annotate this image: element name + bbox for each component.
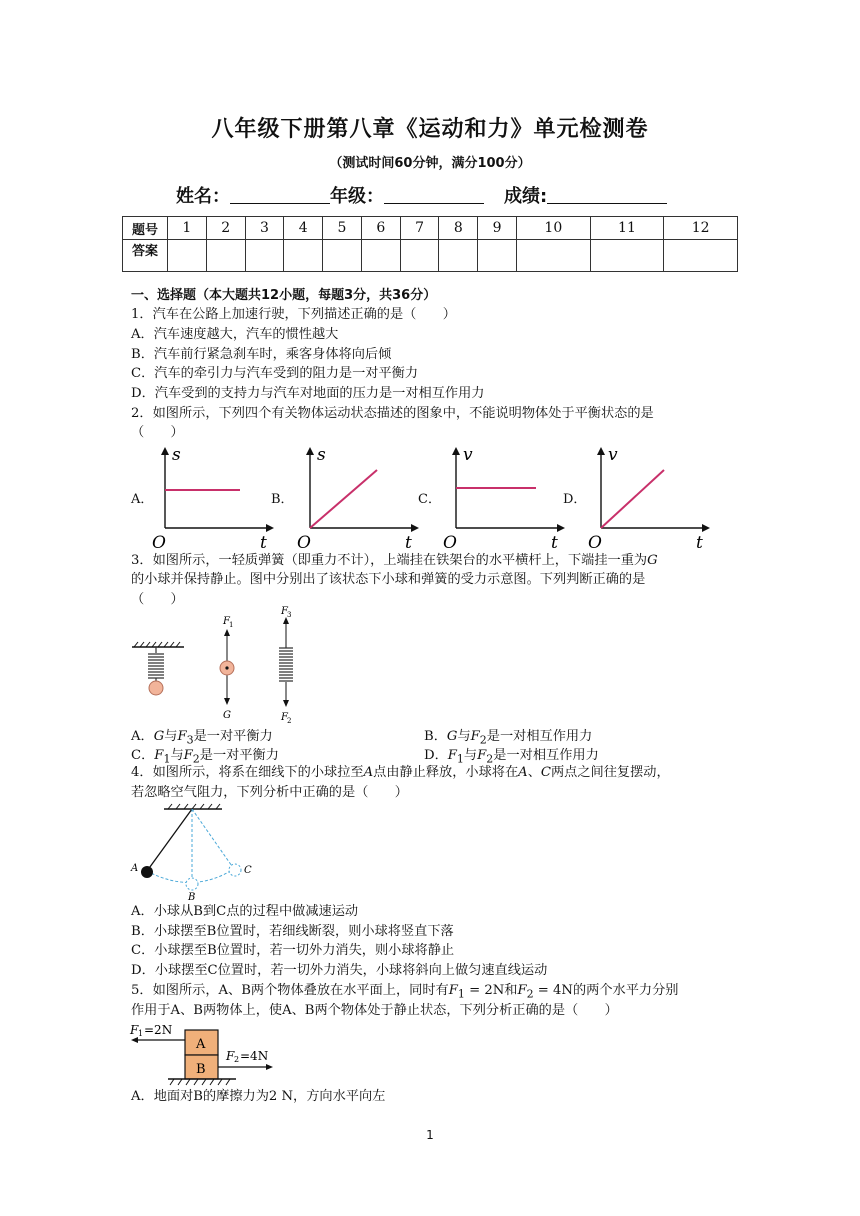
origin-label: O	[443, 533, 457, 553]
answer-header: 答案	[123, 240, 168, 272]
q2-graph-a	[150, 444, 280, 553]
q3-stem-line2: 的小球并保持静止。图中分别出了该状态下小球和弹簧的受力示意图。下列判断正确的是	[131, 572, 646, 587]
ball-icon	[141, 866, 153, 878]
q3-stem-line3: （ ）	[131, 592, 184, 607]
answer-cell[interactable]	[590, 240, 664, 272]
svg-text:B: B	[188, 892, 196, 903]
svg-text:3: 3	[287, 611, 292, 619]
graph-line	[310, 470, 377, 528]
ball-icon	[149, 681, 163, 695]
q3-option-c: C．$F_1$与$F_2$是一对平衡力	[131, 748, 279, 766]
answer-table	[122, 216, 738, 272]
svg-text:F: F	[130, 1023, 139, 1037]
page-number: 1	[426, 1128, 434, 1142]
q1-option-c: C．汽车的牵引力与汽车受到的阻力是一对平衡力	[131, 366, 419, 381]
svg-text:=4N: =4N	[240, 1049, 269, 1063]
page-title: 八年级下册第八章《运动和力》单元检测卷	[211, 117, 649, 142]
svg-text:F: F	[223, 616, 230, 627]
x-axis-label: t	[405, 533, 412, 553]
question-number: 12	[664, 217, 738, 240]
origin-label: O	[152, 533, 166, 553]
q2-graph-c-label: C．	[418, 492, 441, 507]
x-axis-label: t	[551, 533, 558, 553]
q5-stem-line1: 5．如图所示，A、B两个物体叠放在水平面上，同时有$F_1 = 2N$和$F_2 = 4N$的两个水平力分别	[131, 983, 679, 1001]
question-number: 6	[361, 217, 400, 240]
svg-text:G: G	[223, 710, 231, 721]
q1-stem: 1．汽车在公路上加速行驶，下列描述正确的是（ ）	[131, 307, 456, 322]
svg-text:A: A	[131, 863, 139, 874]
answer-cell[interactable]	[664, 240, 738, 272]
q2-stem-paren: （ ）	[131, 425, 184, 440]
answer-cell[interactable]	[439, 240, 478, 272]
question-number: 1	[168, 217, 207, 240]
x-axis-label: t	[260, 533, 267, 553]
q4-option-d: D．小球摆至C位置时，若一切外力消失，小球将斜向上做匀速直线运动	[131, 963, 548, 978]
q4-stem-line1: 4．如图所示，将系在细线下的小球拉至A点由静止释放，小球将在A、C两点之间往复摆动，	[131, 765, 670, 780]
y-axis-label: v	[608, 445, 618, 465]
svg-text:C: C	[244, 865, 252, 876]
question-number: 8	[439, 217, 478, 240]
answer-cell[interactable]	[400, 240, 439, 272]
name-blank	[230, 185, 330, 204]
question-number: 7	[400, 217, 439, 240]
y-axis-label: s	[317, 445, 326, 465]
q3-option-d: D．$F_1$与$F_2$是一对相互作用力	[424, 748, 599, 766]
name-label: 姓名：	[176, 186, 230, 207]
q2-graph-d-label: D．	[563, 492, 587, 507]
q2-graph-b-label: B．	[271, 492, 294, 507]
svg-text:1: 1	[229, 621, 234, 629]
q1-option-d: D．汽车受到的支持力与汽车对地面的压力是一对相互作用力	[131, 386, 485, 401]
svg-text:F: F	[281, 606, 288, 617]
grade-label: 年级：	[330, 186, 384, 207]
svg-text:1: 1	[138, 1029, 144, 1038]
origin-label: O	[588, 533, 602, 553]
q4-pendulum-figure	[128, 803, 268, 903]
q4-option-b: B．小球摆至B位置时，若细线断裂，则小球将竖直下落	[131, 924, 454, 939]
student-info-line	[176, 182, 667, 208]
score-blank	[547, 185, 667, 204]
page-subtitle: （测试时间60分钟，满分100分）	[329, 156, 531, 171]
q5-block-figure	[128, 1020, 288, 1088]
q2-graph-c	[441, 444, 571, 553]
q3-stem-line1: 3．如图所示，一轻质弹簧（即重力不计），上端挂在铁架台的水平横杆上，下端挂一重为G	[131, 553, 658, 568]
answer-cell[interactable]	[245, 240, 284, 272]
answer-cell[interactable]	[168, 240, 207, 272]
graph-line	[601, 470, 664, 528]
origin-label: O	[297, 533, 311, 553]
svg-text:A: A	[196, 1037, 206, 1052]
spring-icon	[148, 647, 164, 682]
q2-graph-a-label: A．	[131, 492, 154, 507]
svg-text:F: F	[281, 712, 288, 723]
q1-option-b: B．汽车前行紧急刹车时，乘客身体将向后倾	[131, 347, 392, 362]
answer-cell[interactable]	[478, 240, 517, 272]
question-number: 3	[245, 217, 284, 240]
answer-cell[interactable]	[284, 240, 323, 272]
y-axis-label: v	[463, 445, 473, 465]
answer-cell[interactable]	[206, 240, 245, 272]
question-number: 5	[323, 217, 362, 240]
y-axis-label: s	[172, 445, 181, 465]
q2-graph-d	[586, 444, 716, 553]
q3-option-b: B．G与$F_2$是一对相互作用力	[424, 729, 593, 747]
answer-cell[interactable]	[517, 240, 591, 272]
q4-option-c: C．小球摆至B位置时，若一切外力消失，则小球将静止	[131, 943, 455, 958]
question-number: 2	[206, 217, 245, 240]
answer-cell[interactable]	[323, 240, 362, 272]
answer-table-number-row	[123, 217, 738, 240]
q5-stem-line2: 作用于A、B两物体上，使A、B两个物体处于静止状态，下列分析正确的是（ ）	[131, 1003, 618, 1018]
question-number: 10	[517, 217, 591, 240]
question-number: 11	[590, 217, 664, 240]
score-label: 成绩:	[504, 186, 548, 207]
number-header: 题号	[123, 217, 168, 240]
answer-cell[interactable]	[361, 240, 400, 272]
q3-figure	[128, 606, 328, 724]
q4-option-a: A．小球从B到C点的过程中做减速运动	[131, 904, 359, 919]
answer-table-answer-row	[123, 240, 738, 272]
grade-blank	[384, 185, 484, 204]
svg-text:F: F	[226, 1049, 235, 1063]
question-number: 9	[478, 217, 517, 240]
section-heading: 一、选择题（本大题共12小题，每题3分，共36分）	[131, 288, 437, 303]
x-axis-label: t	[696, 533, 703, 553]
svg-text:2: 2	[287, 717, 292, 725]
svg-text:=2N: =2N	[144, 1023, 173, 1037]
q1-option-a: A．汽车速度越大，汽车的惯性越大	[131, 327, 339, 342]
question-number: 4	[284, 217, 323, 240]
svg-text:2: 2	[234, 1055, 240, 1064]
svg-text:B: B	[196, 1062, 206, 1077]
q4-stem-line2: 若忽略空气阻力，下列分析中正确的是（ ）	[131, 785, 408, 800]
q2-stem: 2．如图所示，下列四个有关物体运动状态描述的图象中，不能说明物体处于平衡状态的是	[131, 406, 654, 421]
q3-option-a: A．G与$F_3$是一对平衡力	[131, 729, 273, 747]
q2-graph-b	[295, 444, 425, 553]
q5-option-a: A．地面对B的摩擦力为2 N，方向水平向左	[131, 1089, 386, 1104]
